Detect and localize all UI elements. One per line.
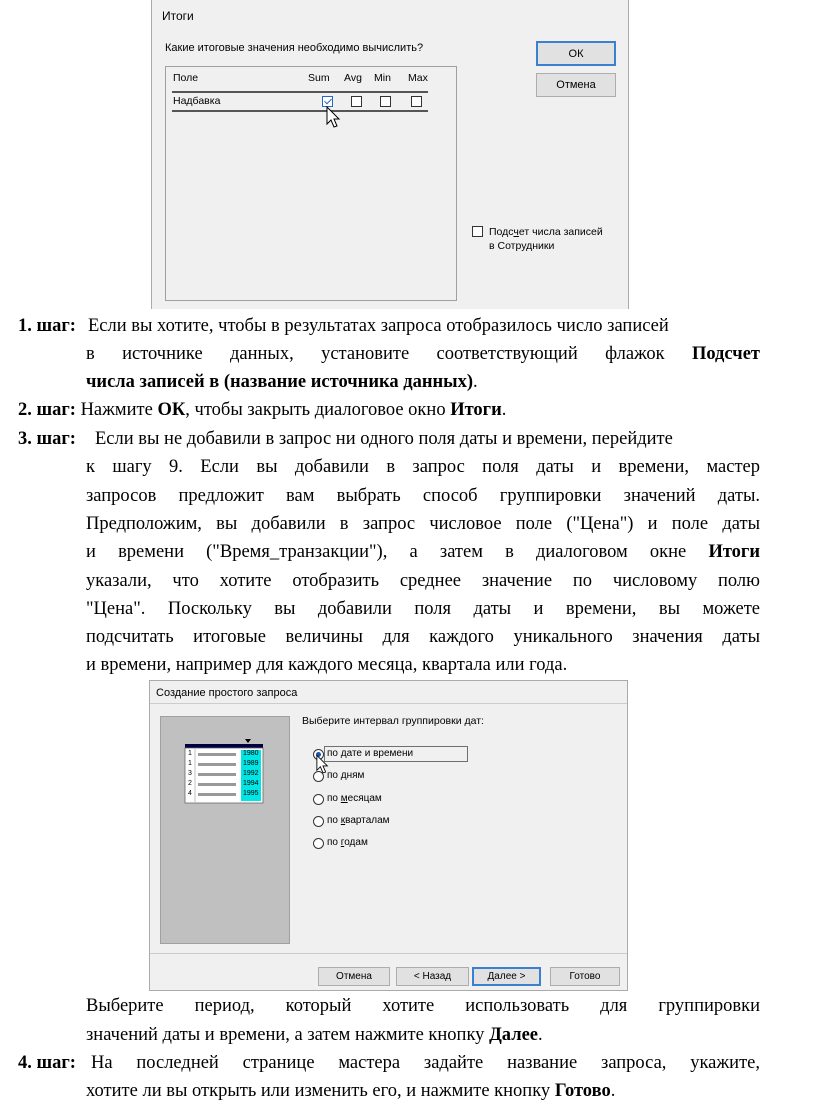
- step1-line1: Если вы хотите, чтобы в результатах запроса отобразилось число записей: [88, 316, 669, 336]
- grouping-preview-panel: [160, 716, 290, 944]
- step1-number: 1. шаг:: [18, 316, 76, 336]
- column-header-min: Min: [374, 72, 391, 84]
- step3-line7: "Цена". Поскольку вы добавили поля даты и времени, вы можете: [86, 599, 760, 619]
- after-wizard-line1: Выберите период, который хотите использовать для группировки: [86, 996, 760, 1016]
- step4-line1: На последней странице мастера задайте название запроса, укажите,: [91, 1053, 760, 1073]
- preview-row-year: 1994: [243, 780, 259, 787]
- totals-dialog: [151, 0, 629, 309]
- step3-line8: подсчитать итоговые величины для каждого уникального значения даты: [86, 627, 760, 647]
- step4-line2: хотите ли вы открыть или изменить его, и нажмите кнопку Готово.: [86, 1081, 616, 1101]
- totals-dialog-title: Итоги: [162, 9, 194, 23]
- radio-by-years-label[interactable]: по годам: [327, 837, 368, 848]
- back-button[interactable]: < Назад: [396, 967, 469, 986]
- step4-number: 4. шаг:: [18, 1053, 76, 1073]
- column-header-field: Поле: [173, 72, 199, 84]
- title-divider: [150, 703, 627, 704]
- preview-row-year: 1989: [243, 760, 259, 767]
- mouse-pointer-icon: [326, 106, 342, 130]
- mouse-pointer-icon: [316, 754, 330, 776]
- header-divider: [172, 91, 428, 93]
- preview-row-number: 2: [188, 780, 192, 787]
- step3-line5: и времени ("Время_транзакции"), а затем в диалоговом окне Итоги: [86, 542, 760, 562]
- step3-line2: к шагу 9. Если вы добавили в запрос поля даты и времени, мастер: [86, 457, 760, 477]
- radio-by-months-label[interactable]: по месяцам: [327, 793, 382, 804]
- preview-row-number: 1: [188, 750, 192, 757]
- radio-by-date-time-label[interactable]: по дате и времени: [327, 748, 414, 759]
- step3-line3: запросов предложит вам выбрать способ группировки значений даты.: [86, 486, 760, 506]
- group-interval-prompt: Выберите интервал группировки дат:: [302, 715, 484, 727]
- step3-line6: указали, что хотите отобразить среднее значение по числовому полю: [86, 571, 760, 591]
- radio-by-quarters-label[interactable]: по кварталам: [327, 815, 390, 826]
- preview-row-year: 1992: [243, 770, 259, 777]
- min-checkbox[interactable]: [380, 96, 391, 107]
- preview-row-number: 1: [188, 760, 192, 767]
- preview-row-number: 3: [188, 770, 192, 777]
- totals-question: Какие итоговые значения необходимо вычислить?: [165, 42, 424, 54]
- step2-text: 2. шаг: Нажмите ОК, чтобы закрыть диалоговое окно Итоги.: [18, 400, 507, 420]
- grouping-preview-graphic: [161, 717, 289, 943]
- cancel-button[interactable]: Отмена: [536, 73, 616, 97]
- radio-by-years[interactable]: [313, 838, 324, 849]
- max-checkbox[interactable]: [411, 96, 422, 107]
- column-header-sum: Sum: [308, 72, 330, 84]
- count-records-label: Подсчет числа записей в Сотрудники: [489, 226, 603, 252]
- button-bar-divider: [150, 953, 627, 954]
- preview-row-year: 1980: [243, 750, 259, 757]
- count-records-checkbox[interactable]: [472, 226, 483, 237]
- column-header-avg: Avg: [344, 72, 362, 84]
- wizard-cancel-button[interactable]: Отмена: [318, 967, 390, 986]
- column-header-max: Max: [408, 72, 428, 84]
- preview-row-number: 4: [188, 790, 192, 797]
- step3-line1: Если вы не добавили в запрос ни одного поля даты и времени, перейдите: [95, 429, 673, 449]
- step3-line4: Предположим, вы добавили в запрос числовое поле ("Цена") и поле даты: [86, 514, 760, 534]
- radio-by-days-label[interactable]: по дням: [327, 770, 365, 781]
- preview-row-year: 1995: [243, 790, 259, 797]
- step3-number: 3. шаг:: [18, 429, 76, 449]
- finish-button[interactable]: Готово: [550, 967, 620, 986]
- step3-line9: и времени, например для каждого месяца, квартала или года.: [86, 655, 568, 675]
- simple-query-wizard-dialog: [149, 680, 628, 991]
- field-name-cell: Надбавка: [173, 95, 221, 107]
- next-button[interactable]: Далее >: [472, 967, 541, 986]
- step1-line3: числа записей в (название источника данных).: [86, 372, 478, 392]
- radio-by-months[interactable]: [313, 794, 324, 805]
- totals-field-list: [165, 66, 457, 301]
- row-divider: [172, 110, 428, 112]
- avg-checkbox[interactable]: [351, 96, 362, 107]
- step1-line2: в источнике данных, установите соответствующий флажок Подсчет: [86, 344, 760, 364]
- after-wizard-line2: значений даты и времени, а затем нажмите кнопку Далее.: [86, 1025, 543, 1045]
- radio-by-quarters[interactable]: [313, 816, 324, 827]
- ok-button[interactable]: ОК: [536, 41, 616, 66]
- wizard-title: Создание простого запроса: [156, 687, 298, 699]
